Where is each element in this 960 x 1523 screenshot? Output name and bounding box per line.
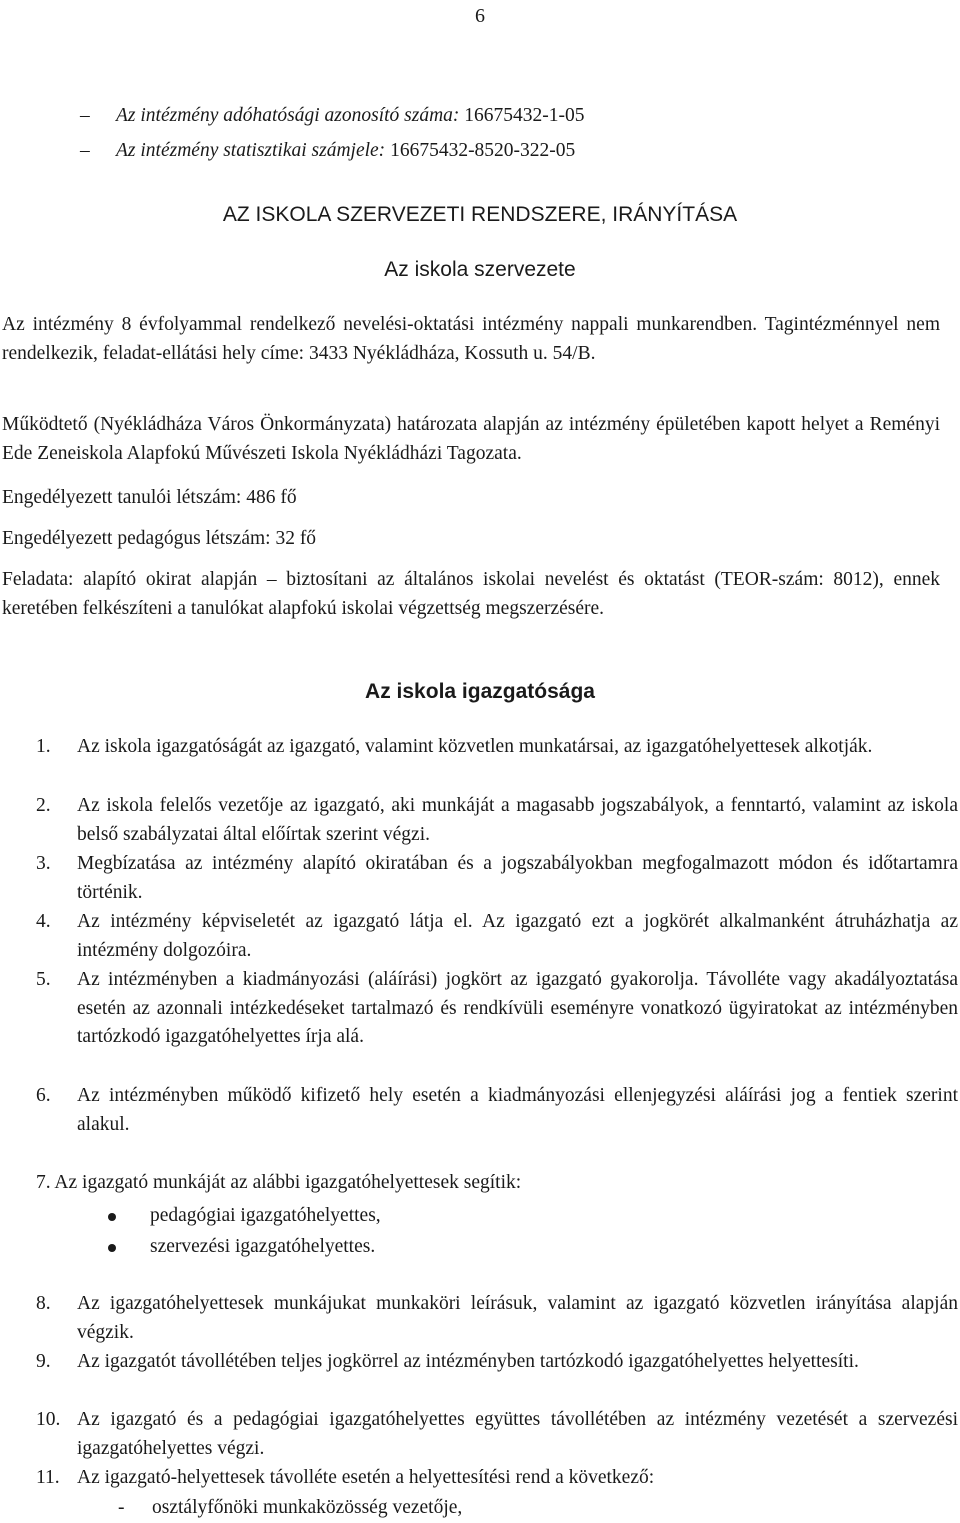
bullet-icon: [108, 1244, 116, 1252]
list-text: Az iskola igazgatóságát az igazgató, valamint közvetlen munkatársai, az igazgatóhelyettesek alkotják.: [77, 736, 873, 757]
bullet-item: [108, 1233, 808, 1263]
tax-id-line: [80, 102, 940, 131]
list-text: Az igazgatót távollétében teljes jogkörrel az intézményben tartózkodó igazgatóhelyettes helyettesíti.: [77, 1351, 859, 1372]
list-number: 9.: [36, 1351, 51, 1372]
list-item: [36, 1082, 958, 1139]
intro-paragraph: Az intézmény 8 évfolyammal rendelkező nevelési-oktatási intézmény nappali munkarendben. Tagintézménnyel nem rendelkezik, feladat-ellátási hely címe: 3433 Nyékládháza, Kossuth u. 54/B.: [2, 314, 940, 364]
list-number: 2.: [36, 795, 51, 816]
stat-id-label: Az intézmény statisztikai számjele:: [116, 140, 386, 161]
student-count: Engedélyezett tanulói létszám: 486 fő: [2, 487, 297, 508]
list-item: [36, 1464, 958, 1493]
list-number: 1.: [36, 736, 51, 757]
section-heading-management: Az iskola igazgatósága: [365, 680, 595, 703]
tax-id-value: 16675432-1-05: [464, 105, 585, 126]
bullet-item: [108, 1202, 808, 1232]
main-heading: AZ ISKOLA SZERVEZETI RENDSZERE, IRÁNYÍTÁSA: [222, 203, 738, 226]
list-item: [36, 966, 958, 1081]
dash-marker: -: [118, 1497, 125, 1518]
list-text: Az igazgatóhelyettesek munkájukat munkaköri leírásuk, valamint az igazgató közvetlen irányítása alapján végzik.: [77, 1293, 958, 1343]
list-number: 10.: [36, 1409, 61, 1430]
list-item: [36, 1348, 958, 1405]
dash-marker: –: [80, 105, 90, 126]
task-paragraph: Feladata: alapító okirat alapján – biztosítani az általános iskolai nevelést és oktatást (TEOR-szám: 8012), ennek keretében felkészíteni a tanulókat alapfokú iskolai végzettség megszerzésére.: [2, 569, 940, 619]
sub-list-item: [118, 1494, 818, 1523]
tax-id-label: Az intézmény adóhatósági azonosító száma:: [116, 105, 460, 126]
bullet-icon: [108, 1213, 116, 1221]
list-number: 11.: [36, 1467, 60, 1488]
page-number: 6: [475, 5, 485, 27]
list-text: Az iskola felelős vezetője az igazgató, aki munkáját a magasabb jogszabályok, a fenntartó, valamint az iskola belső szabályzatai által előírtak szerint végzi.: [77, 795, 958, 845]
list-text: Az igazgató-helyettesek távolléte esetén a helyettesítési rend a következő:: [77, 1467, 655, 1488]
sub-list-text: osztályfőnöki munkaközösség vezetője,: [152, 1497, 463, 1518]
list-text: Az igazgató és a pedagógiai igazgatóhelyettes együttes távollétében az intézmény vezetését a szervezési igazgatóhelyettes végzi.: [77, 1409, 958, 1459]
list-item: [36, 1290, 958, 1347]
item-7-intro: 7. Az igazgató munkáját az alábbi igazgatóhelyettesek segítik:: [36, 1172, 522, 1193]
list-number: 4.: [36, 911, 51, 932]
bullet-text: pedagógiai igazgatóhelyettes,: [150, 1205, 381, 1226]
list-number: 5.: [36, 969, 51, 990]
teacher-count: Engedélyezett pedagógus létszám: 32 fő: [2, 528, 317, 549]
list-number: 8.: [36, 1293, 51, 1314]
list-item: [36, 1406, 958, 1463]
section-heading-organization: Az iskola szervezete: [384, 258, 576, 281]
operator-paragraph: Működtető (Nyékládháza Város Önkormányzata) határozata alapján az intézmény épületében kapott helyet a Reményi Ede Zeneiskola Alapfokú Művészeti Iskola Nyékládházi Tagozata.: [2, 414, 940, 464]
bullet-text: szervezési igazgatóhelyettes.: [150, 1236, 376, 1257]
stat-id-value: 16675432-8520-322-05: [390, 140, 576, 161]
list-text: Az intézmény képviseletét az igazgató látja el. Az igazgató ezt a jogkörét alkalmanként átruházhatja az intézmény dolgozóira.: [77, 911, 958, 961]
list-item: [36, 792, 958, 849]
list-number: 3.: [36, 853, 51, 874]
list-text: Az intézményben a kiadmányozási (aláírási) jogkört az igazgató gyakorolja. Távolléte vagy akadályoztatása esetén az azonnali intézkedéseket tartalmazó és rendkívüli eseményre vonatkozó ügyiratokat az intézményben tartózkodó igazgatóhelyettes írja alá.: [77, 969, 958, 1047]
list-item: [36, 733, 958, 790]
dash-marker: –: [80, 140, 90, 161]
list-item: [36, 908, 958, 965]
list-number: 6.: [36, 1085, 51, 1106]
list-item: [36, 850, 958, 907]
list-text: Az intézményben működő kifizető hely esetén a kiadmányozási ellenjegyzési aláírási jog a fentiek szerint alakul.: [77, 1085, 958, 1135]
stat-id-line: [80, 137, 940, 166]
list-text: Megbízatása az intézmény alapító okiratában és a jogszabályokban megfogalmazott módon és időtartamra történik.: [77, 853, 958, 903]
